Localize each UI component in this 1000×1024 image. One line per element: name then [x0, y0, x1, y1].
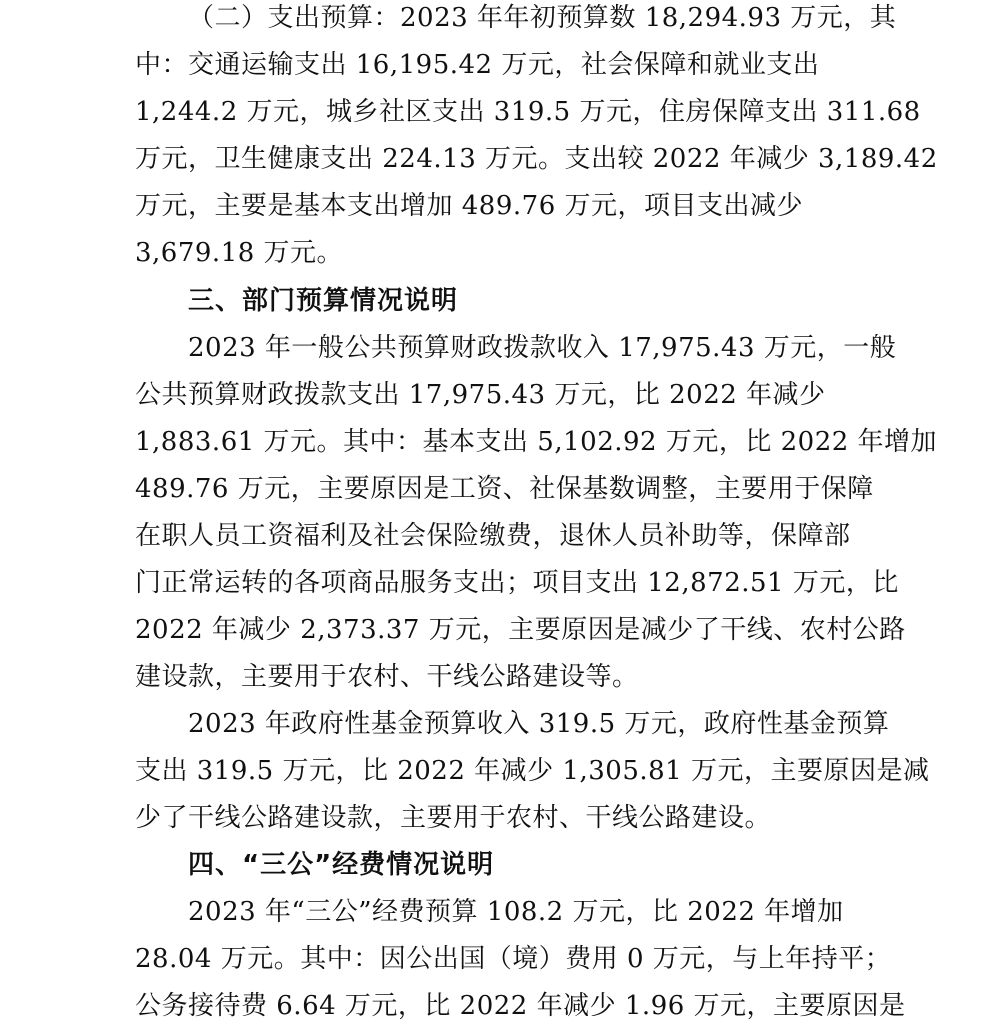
paragraph-line: （二）支出预算：2023 年年初预算数 18,294.93 万元，其: [188, 3, 897, 33]
paragraph-line: 2023 年一般公共预算财政拨款收入 17,975.43 万元，一般: [188, 333, 897, 363]
paragraph-line: 1,244.2 万元，城乡社区支出 319.5 万元，住房保障支出 311.68: [135, 97, 921, 127]
paragraph-line: 公共预算财政拨款支出 17,975.43 万元，比 2022 年减少: [135, 380, 826, 410]
paragraph-line: 门正常运转的各项商品服务支出；项目支出 12,872.51 万元，比: [135, 568, 899, 598]
paragraph-line: 万元，卫生健康支出 224.13 万元。支出较 2022 年减少 3,189.42: [135, 144, 938, 174]
paragraph-line: 2022 年减少 2,373.37 万元，主要原因是减少了干线、农村公路: [135, 615, 906, 645]
paragraph-line: 中：交通运输支出 16,195.42 万元，社会保障和就业支出: [135, 50, 820, 80]
paragraph-line: 少了干线公路建设款，主要用于农村、干线公路建设。: [135, 803, 772, 833]
paragraph-line: 万元，主要是基本支出增加 489.76 万元，项目支出减少: [135, 191, 804, 221]
paragraph-line: 支出 319.5 万元，比 2022 年减少 1,305.81 万元，主要原因是减: [135, 756, 930, 786]
paragraph-line: 建设款，主要用于农村、干线公路建设等。: [135, 662, 639, 692]
paragraph-line: 2023 年政府性基金预算收入 319.5 万元，政府性基金预算: [188, 709, 890, 739]
paragraph-line: 28.04 万元。其中：因公出国（境）费用 0 万元，与上年持平；: [135, 944, 892, 974]
paragraph-line: 489.76 万元，主要原因是工资、社保基数调整，主要用于保障: [135, 474, 874, 504]
paragraph-line: 3,679.18 万元。: [135, 238, 344, 268]
paragraph-line: 在职人员工资福利及社会保险缴费，退休人员补助等，保障部: [135, 521, 851, 551]
section-heading: 四、“三公”经费情况说明: [188, 850, 495, 880]
paragraph-line: 2023 年“三公”经费预算 108.2 万元，比 2022 年增加: [188, 897, 844, 927]
paragraph-line: 1,883.61 万元。其中：基本支出 5,102.92 万元，比 2022 年增加: [135, 427, 938, 457]
section-heading: 三、部门预算情况说明: [188, 286, 459, 316]
paragraph-line: 公务接待费 6.64 万元，比 2022 年减少 1.96 万元，主要原因是: [135, 991, 906, 1021]
